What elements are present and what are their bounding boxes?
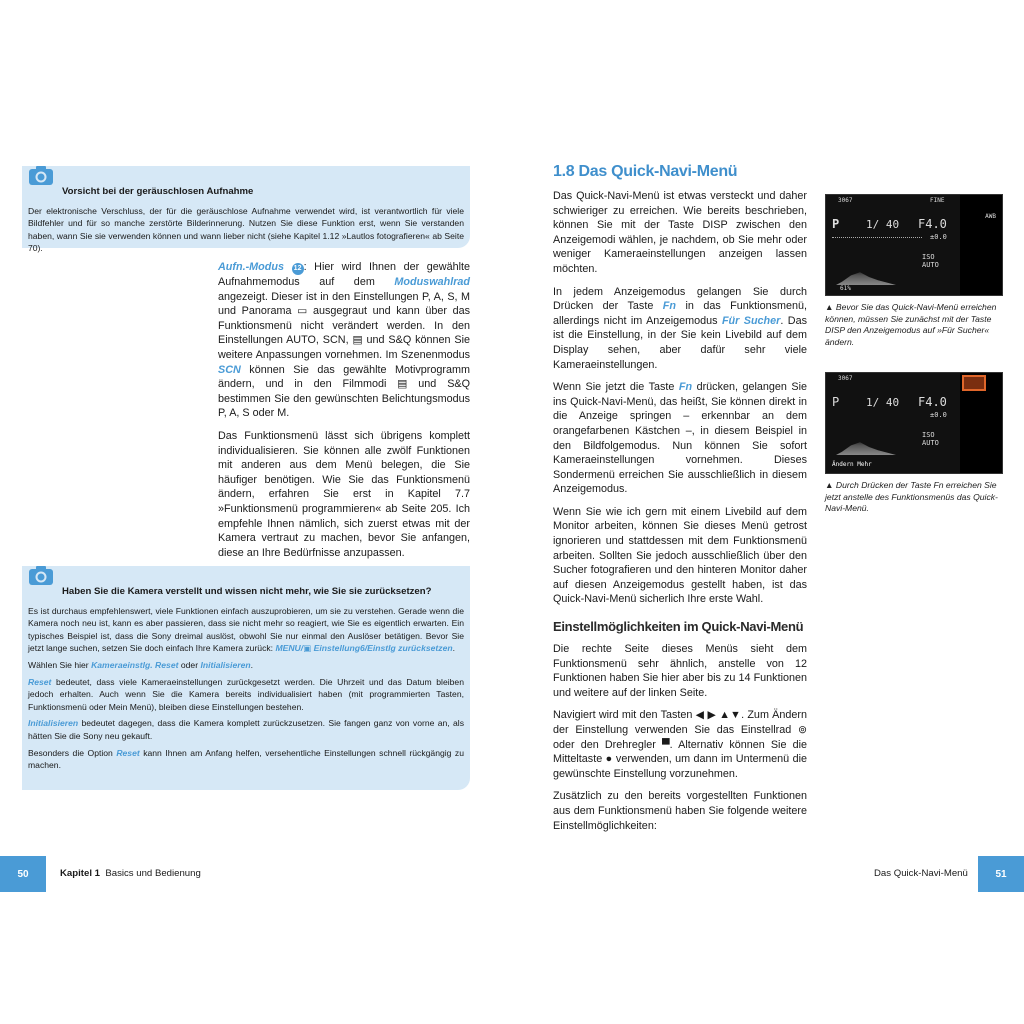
camera-display-quick-navi [825, 372, 1003, 474]
paragraph [553, 285, 807, 373]
paragraph-aufn-modus [218, 260, 470, 421]
paragraph [553, 380, 807, 497]
menu-option: Kameraeinstlg. Reset [91, 659, 179, 670]
paragraph-text: Wenn Sie jetzt die Taste [553, 381, 679, 394]
battery-level: 61% [840, 285, 851, 292]
paragraph-text: . Das ist die Einstellung, in der Sie kein Livebild auf dem Display sehen, aber dafür sehr viele Kameraeinstellungen. [553, 314, 807, 371]
shutter-value: 1/ 40 [866, 396, 900, 409]
camera-icon [28, 164, 54, 186]
note-paragraph [28, 659, 464, 672]
iso-value: ISO AUTO [922, 253, 939, 269]
note-paragraph [28, 717, 464, 742]
aperture-value: F4.0 [918, 217, 947, 231]
note-text: bedeutet, dass viele Kameraeinstellungen zurückgesetzt werden. Die Uhrzeit und das Datum bleiben jedoch erhalten. Auch wenn Sie die Kamera bereits individualisiert haben (mit programmierten Tasten, Funktionsmenü oder Mein Menü), bleiben diese Einstellungen bestehen. [28, 676, 464, 712]
note-text: Wählen Sie hier [28, 659, 92, 670]
section-heading: 1.8 Das Quick-Navi-Menü [553, 163, 738, 180]
shot-count: 3067 [838, 197, 853, 204]
paragraph-text: In jedem Anzeigemodus gelangen Sie durch Drücken der Taste [553, 285, 807, 313]
note-text: . [452, 643, 456, 654]
note-paragraph [28, 676, 464, 714]
term-aufn-modus: Aufn.-Modus [218, 261, 284, 273]
ev-value: ±0.0 [930, 233, 947, 241]
caption-1 [825, 302, 1007, 348]
iso-value: ISO AUTO [922, 431, 939, 447]
ev-value: ±0.0 [930, 411, 947, 419]
subsection-heading: Einstellmöglichkeiten im Quick-Navi-Menü [553, 619, 804, 635]
note-text: bedeutet dagegen, dass die Kamera komplett zurückzusetzen. Sie fangen ganz von vorne an, als hätten Sie die Sony neu gekauft. [28, 718, 464, 741]
paragraph-text: in das Funktionsmenü, allerdings nicht im Anzeigemodus [553, 300, 807, 327]
term-moduswahlrad: Moduswahlrad [394, 276, 470, 288]
menu-option: Initialisieren [200, 659, 251, 670]
aperture-value: F4.0 [918, 395, 947, 409]
note-heading: Vorsicht bei der geräuschlosen Aufnahme [62, 186, 254, 197]
fn-sidebar [960, 195, 1002, 295]
paragraph: Zusätzlich zu den bereits vorgestellten Funktionen aus dem Funktionsmenü haben Sie folgende weitere Einstellmöglichkeiten: [553, 790, 807, 832]
selected-drive-mode-box[interactable] [962, 375, 986, 391]
camera-icon [28, 564, 54, 586]
awb-label: AWB [985, 213, 996, 220]
note-box-silent-shutter [22, 166, 470, 254]
paragraph-text: angezeigt. Dieser ist in den Einstellungen P, A, S, M und Panorama ▭ ausgegraut und kann über das Funktionsmenü nicht verändert werden. In den Einstellungen AUTO, SCN, ▤ und S&Q können Sie weitere Anpassungen vornehmen. Im Szenenmodus [218, 290, 470, 361]
note-paragraph [28, 605, 464, 655]
right-page [512, 0, 1024, 1024]
nav-hint-bar: Ändern Mehr [832, 461, 872, 468]
caption-arrow-icon: ▲ [825, 480, 834, 490]
note-text: Besonders die Option [28, 747, 117, 758]
note-box-reset [22, 566, 470, 790]
page-number-left: 50 [0, 856, 46, 892]
note-text: . [250, 659, 253, 670]
badge-number: 12 [292, 263, 304, 275]
paragraph: Navigiert wird mit den Tasten ◀ ▶ ▲▼. Zum Ändern der Einstellung verwenden Sie das Einstellrad ⊚ oder den Drehregler ▀. Alternativ können Sie die Mitteltaste ● verwenden, um dann im Untermenü die gewünschte Einstellung vorzunehmen. [553, 709, 807, 780]
paragraph: Das Quick-Navi-Menü ist etwas versteckt und daher schwieriger zu erreichen. Wie bereits beschrieben, können Sie mit der Taste DISP zwischen den Anzeigemodi wählen, je nachdem, ob Sie mehr oder weniger Kameraeinstellungen anzeigen lassen möchten. [553, 190, 807, 275]
fn-sidebar [960, 373, 1002, 473]
note-heading: Haben Sie die Kamera verstellt und wissen nicht mehr, wie Sie sie zurücksetzen? [62, 586, 432, 597]
shutter-value: 1/ 40 [866, 218, 900, 231]
histogram [836, 269, 896, 285]
paragraph: Wenn Sie wie ich gern mit einem Livebild auf dem Monitor arbeiten, können Sie dieses Menü getrost ignorieren und stattdessen mit dem Funktionsmenü arbeiten. Sollten Sie jedoch ausschließlich über den Sucher fotografieren und den hinteren Monitor daher auf diesen Anzeigemodus gestellt haben, ist das Quick-Navi-Menü sicherlich Ihre erste Wahl. [553, 505, 807, 606]
footer-section-title: Das Quick-Navi-Menü [874, 868, 968, 879]
menu-option: Reset [28, 676, 52, 687]
key-fn: Fn [662, 300, 676, 313]
exposure-scale [832, 237, 922, 242]
body-column [218, 260, 470, 568]
caption-text: Bevor Sie das Quick-Navi-Menü erreichen können, müssen Sie zunächst mit der Taste DISP den Anzeigemodus auf »Für Sucher« ändern. [825, 302, 997, 347]
caption-text: Durch Drücken der Taste Fn erreichen Sie jetzt anstelle des Funktionsmenüs das Quick-Navi-Menü. [825, 480, 998, 514]
camera-display-for-viewfinder [825, 194, 1003, 296]
menu-option: Reset [116, 747, 140, 758]
note-text: Es ist durchaus empfehlenswert, viele Funktionen einfach auszuprobieren, um sie zu verstehen. Gerade wenn die Kamera noch neu ist, kann es aber passieren, dass sie nicht mehr so reagiert, wie Sie es eigentlich erwarten. Ein typisches Beispiel ist, dass die Sony dreimal auslöst, obwohl Sie nur einmal den Auslöser betätigen. Bevor Sie jetzt lange suchen, setzen Sie doch einfach Ihre Kamera zurück: [28, 605, 464, 654]
page-number-right: 51 [978, 856, 1024, 892]
term-scn: SCN [218, 363, 241, 376]
paragraph-text: können Sie das gewählte Motivprogramm ändern, und in den Filmmodi ▤ und S&Q bestimmen Sie den gewünschten Belichtungsmodus P, A, S oder M. [218, 363, 470, 420]
menu-option: Initialisieren [28, 718, 79, 729]
menu-path: MENU/▣ Einstellung6/Einstlg zurücksetzen [275, 643, 453, 654]
paragraph-funktionsmenu: Das Funktionsmenü lässt sich übrigens komplett individualisieren. Sie können alle zwölf Funktionen mit anderen aus dem Menü belegen, die Sie häufiger benötigen. Wie Sie das Funktionsmenü ändern, erfahren Sie erst in Kapitel 7.7 »Funktionsmenü programmieren« ab Seite 205. Ich empfehle Ihnen nämlich, sich zuerst etwas mit der Kamera vertraut zu machen, bevor Sie anfangen, diese an Ihre Bedürfnisse anzupassen. [218, 429, 470, 559]
quality-label: FINE [930, 197, 945, 204]
exposure-mode: P [832, 217, 840, 231]
caption-arrow-icon: ▲ [825, 302, 834, 312]
note-paragraph [28, 747, 464, 772]
footer-chapter [60, 868, 201, 879]
histogram [836, 439, 896, 455]
exposure-mode: P [832, 395, 840, 409]
paragraph-text: drücken, gelangen Sie ins Quick-Navi-Menü, das heißt, Sie können direkt in die Anzeige springen – erkennbar an dem orangefarbenen Kästchen –, in diesem Beispiel in den Bildfolgemodus. Nun können Sie sofort Kameraeinstellungen vornehmen. Dieses Sondermenü erreichen Sie ausschließlich in diesem Anzeigemodus. [553, 381, 807, 496]
chapter-label: Kapitel 1 [60, 868, 100, 879]
note-text: Der elektronische Verschluss, der für die geräuschlose Aufnahme verwendet wird, ist verantwortlich für viele Bildfehler und für so manche zerstörte Bilderinnerung. Nutzen Sie diese Funktion erst, wenn Sie verstanden haben, wann Sie sie verwenden können und wann lieber nicht (siehe Kapitel 1.12 »Lautlos fotografieren« ab Seite 70). [28, 205, 464, 254]
note-text: oder [178, 659, 201, 670]
shot-count: 3067 [838, 375, 853, 382]
note-text: kann Ihnen am Anfang helfen, versehentliche Einstellungen schnell rückgängig zu machen. [28, 747, 464, 771]
caption-2 [825, 480, 1007, 515]
paragraph-text: : Hier wird Ihnen der gewählte Aufnahmemodus auf dem [218, 261, 471, 288]
menu-option: Für Sucher [721, 314, 781, 327]
main-column [553, 163, 807, 841]
chapter-title: Basics und Bedienung [105, 868, 201, 879]
paragraph: Die rechte Seite dieses Menüs sieht dem Funktionsmenü sehr ähnlich, anstelle von 12 Funktionen haben Sie hier aber bis zu 14 Funktionen und weitere auf der linken Seite. [553, 643, 807, 699]
key-fn: Fn [678, 381, 693, 394]
